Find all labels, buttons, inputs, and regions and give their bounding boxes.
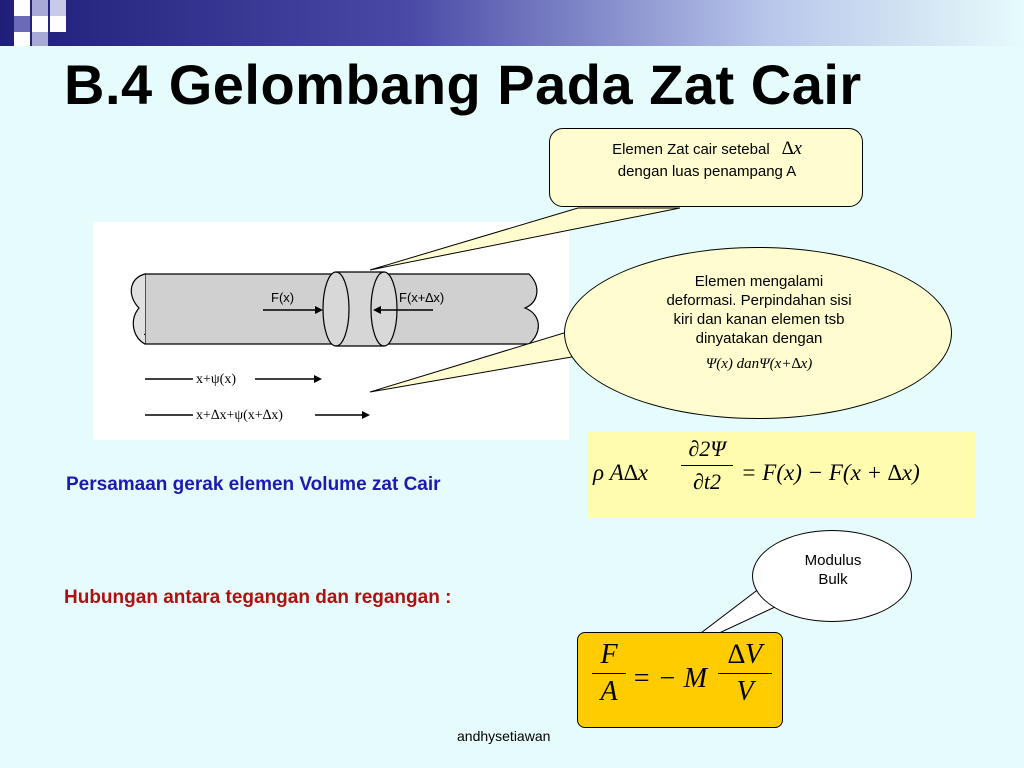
eq-motion-denominator: ∂t2 xyxy=(693,469,721,494)
deformation-line-2: deformasi. Perpindahan sisi xyxy=(666,292,852,309)
eq-bulk-lhs-num: F xyxy=(600,639,618,670)
deformation-line-1: Elemen mengalami xyxy=(694,273,824,290)
eq-motion-fraction-bar xyxy=(681,465,733,466)
footer-author: andhysetiawan xyxy=(457,728,551,744)
bulk-line-2: Bulk xyxy=(818,571,848,588)
eq-motion-rhs: = F(x) − F(x + ∆x) xyxy=(741,460,920,485)
callout-thickness xyxy=(549,128,863,207)
eq-bulk-rhs-den: V xyxy=(736,676,754,707)
force-right-label: F(x+∆x) xyxy=(399,290,445,305)
delta-x-symbol: ∆x xyxy=(781,138,802,159)
equation-bulk-box xyxy=(577,632,783,728)
displacement-formula: Ψ(x) danΨ(x+∆x) xyxy=(705,356,813,372)
callout-thickness-line2: dengan luas penampang A xyxy=(617,163,797,180)
equation-motion-label: Persamaan gerak elemen Volume zat Cair xyxy=(66,474,441,495)
position-label-1: x+ψ(x) xyxy=(196,372,236,387)
eq-bulk-middle: = − M xyxy=(632,663,708,694)
deformation-line-3: kiri dan kanan elemen tsb xyxy=(673,311,845,328)
eq-bulk-lhs-den: A xyxy=(600,676,618,707)
diagram-dot: . xyxy=(143,326,147,338)
position-label-2: x+∆x+ψ(x+∆x) xyxy=(196,408,283,423)
slide-title: B.4 Gelombang Pada Zat Cair xyxy=(64,53,862,116)
callout-thickness-line1: Elemen Zat cair setebal xyxy=(612,141,770,158)
callout-bulk-modulus xyxy=(752,530,912,622)
callout-deformation xyxy=(564,247,952,419)
eq-bulk-rhs-num: ∆V xyxy=(727,639,763,670)
stress-strain-label: Hubungan antara tegangan dan regangan : xyxy=(64,587,452,608)
force-left-label: F(x) xyxy=(271,290,295,305)
deformation-line-4: dinyatakan dengan xyxy=(695,330,823,347)
eq-motion-lhs: ρ A∆x xyxy=(593,460,649,485)
equation-motion-box xyxy=(587,432,975,518)
bulk-line-1: Modulus xyxy=(804,552,862,569)
eq-motion-numerator: ∂2Ψ xyxy=(688,436,726,461)
